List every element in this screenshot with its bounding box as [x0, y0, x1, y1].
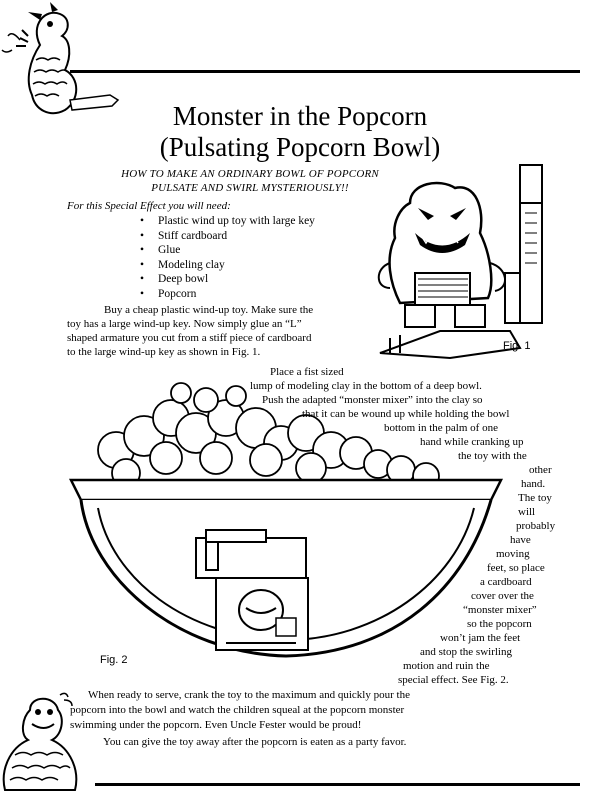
para2-line: lump of modeling clay in the bottom of a deep bowl. — [250, 380, 482, 392]
creature-illustration-bottom — [0, 690, 90, 795]
para3-line: swimming under the popcorn. Even Uncle Fester would be proud! — [70, 719, 362, 731]
materials-label: For this Special Effect you will need: — [67, 200, 231, 212]
fig2-label: Fig. 2 — [100, 654, 128, 666]
para2-line: hand while cranking up — [420, 436, 524, 448]
para2-line: special effect. See Fig. 2. — [398, 674, 509, 686]
para2-line: the toy with the — [458, 450, 527, 462]
list-item: • Glue — [140, 243, 315, 258]
para1-line: toy has a large wind-up key. Now simply glue an “L” — [67, 318, 302, 330]
para2-line: cover over the — [471, 590, 534, 602]
page-title-line-2: (Pulsating Popcorn Bowl) — [159, 132, 441, 162]
para2-line: Place a fist sized — [270, 366, 344, 378]
para2-line: other — [529, 464, 552, 476]
top-rule — [70, 70, 580, 73]
list-item: • Modeling clay — [140, 258, 315, 273]
para3-line: When ready to serve, crank the toy to the maximum and quickly pour the — [88, 689, 410, 701]
fig1-windup-toy-illustration — [370, 163, 550, 363]
heading-line-1: HOW TO MAKE AN ORDINARY BOWL OF POPCORN — [121, 168, 379, 180]
para1-line: shaped armature you cut from a stiff piece of cardboard — [67, 332, 312, 344]
list-item: • Popcorn — [140, 287, 315, 302]
para2-line: probably — [516, 520, 556, 532]
para2-line: so the popcorn — [467, 618, 532, 630]
para1-line: Buy a cheap plastic wind-up toy. Make sure the — [104, 304, 314, 316]
para2-line: motion and ruin the — [403, 660, 490, 672]
para1-line: to the large wind-up key as shown in Fig. 1. — [67, 346, 261, 358]
list-item: • Plastic wind up toy with large key — [140, 214, 315, 229]
page-title-line-1: Monster in the Popcorn — [172, 101, 428, 131]
heading-line-2: PULSATE AND SWIRL MYSTERIOUSLY!! — [151, 182, 349, 194]
para2-line: and stop the swirling — [420, 646, 512, 658]
fig1-label: Fig. 1 — [503, 340, 531, 352]
bottom-rule — [95, 783, 580, 786]
materials-list — [140, 214, 315, 301]
para3-line: popcorn into the bowl and watch the children squeal at the popcorn monster — [70, 704, 405, 716]
para2-line: hand. — [521, 478, 546, 490]
list-item: • Deep bowl — [140, 272, 315, 287]
para2-line: Push the adapted “monster mixer” into the clay so — [262, 394, 483, 406]
para2-line: won’t jam the feet — [440, 632, 521, 644]
para2-line: The toy — [518, 492, 552, 504]
para2-line: a cardboard — [480, 576, 532, 588]
para2-line: bottom in the palm of one — [384, 422, 498, 434]
para2-line: will — [518, 506, 536, 518]
list-item: • Stiff cardboard — [140, 229, 315, 244]
para2-line: that it can be wound up while holding the bowl — [302, 408, 510, 420]
para2-line: feet, so place — [487, 562, 545, 574]
para4-line: You can give the toy away after the popcorn is eaten as a party favor. — [103, 736, 407, 748]
para2-line: moving — [496, 548, 530, 560]
para2-line: have — [510, 534, 531, 546]
para2-line: “monster mixer” — [463, 604, 537, 616]
